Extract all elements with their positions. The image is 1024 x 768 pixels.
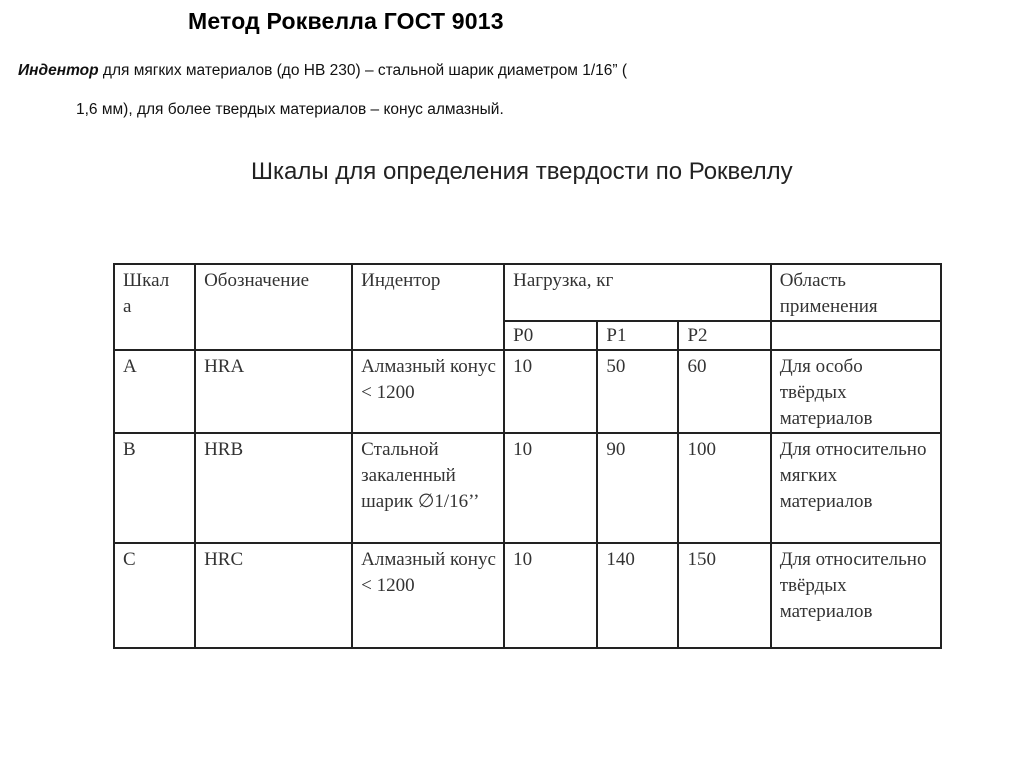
header-p2: P2 — [678, 321, 770, 350]
header-area-blank — [771, 321, 941, 350]
cell-p0: 10 — [504, 350, 597, 433]
table-caption: Шкалы для определения твердости по Роквеллу — [251, 158, 793, 185]
cell-p1: 140 — [597, 543, 678, 648]
cell-indenter: Алмазный конус < 1200 — [352, 350, 504, 433]
intro-line-1 — [18, 62, 627, 80]
cell-scale: A — [114, 350, 195, 433]
cell-indenter: Алмазный конус < 1200 — [352, 543, 504, 648]
cell-designation: HRB — [195, 433, 352, 543]
cell-p2: 100 — [678, 433, 770, 543]
cell-scale: B — [114, 433, 195, 543]
cell-area: Для особо твёрдых материалов — [771, 350, 941, 433]
cell-area: Для относительно твёрдых материалов — [771, 543, 941, 648]
table-header-row — [114, 264, 941, 321]
intro-line-2: 1,6 мм), для более твердых материалов – конус алмазный. — [76, 101, 504, 118]
header-designation: Обозначение — [195, 264, 352, 350]
cell-p1: 50 — [597, 350, 678, 433]
header-p0: P0 — [504, 321, 597, 350]
header-scale: Шкал а — [114, 264, 195, 350]
header-indenter: Индентор — [352, 264, 504, 350]
header-load: Нагрузка, кг — [504, 264, 771, 321]
cell-p0: 10 — [504, 543, 597, 648]
cell-scale: C — [114, 543, 195, 648]
cell-p0: 10 — [504, 433, 597, 543]
intro-line-1-text: для мягких материалов (до НВ 230) – стальной шарик диаметром 1/16” ( — [98, 62, 628, 79]
table-row — [114, 543, 941, 648]
header-p1: P1 — [597, 321, 678, 350]
intro-lead: Индентор — [18, 62, 99, 79]
cell-p2: 150 — [678, 543, 770, 648]
rockwell-scales-table — [113, 263, 942, 649]
cell-indenter: Стальной закаленный шарик ∅1/16’’ — [352, 433, 504, 543]
cell-p2: 60 — [678, 350, 770, 433]
cell-designation: HRA — [195, 350, 352, 433]
cell-designation: HRC — [195, 543, 352, 648]
table-row — [114, 350, 941, 433]
cell-p1: 90 — [597, 433, 678, 543]
header-area: Область применения — [771, 264, 941, 321]
page-title: Метод Роквелла ГОСТ 9013 — [188, 8, 504, 34]
table-row — [114, 433, 941, 543]
cell-area: Для относительно мягких материалов — [771, 433, 941, 543]
